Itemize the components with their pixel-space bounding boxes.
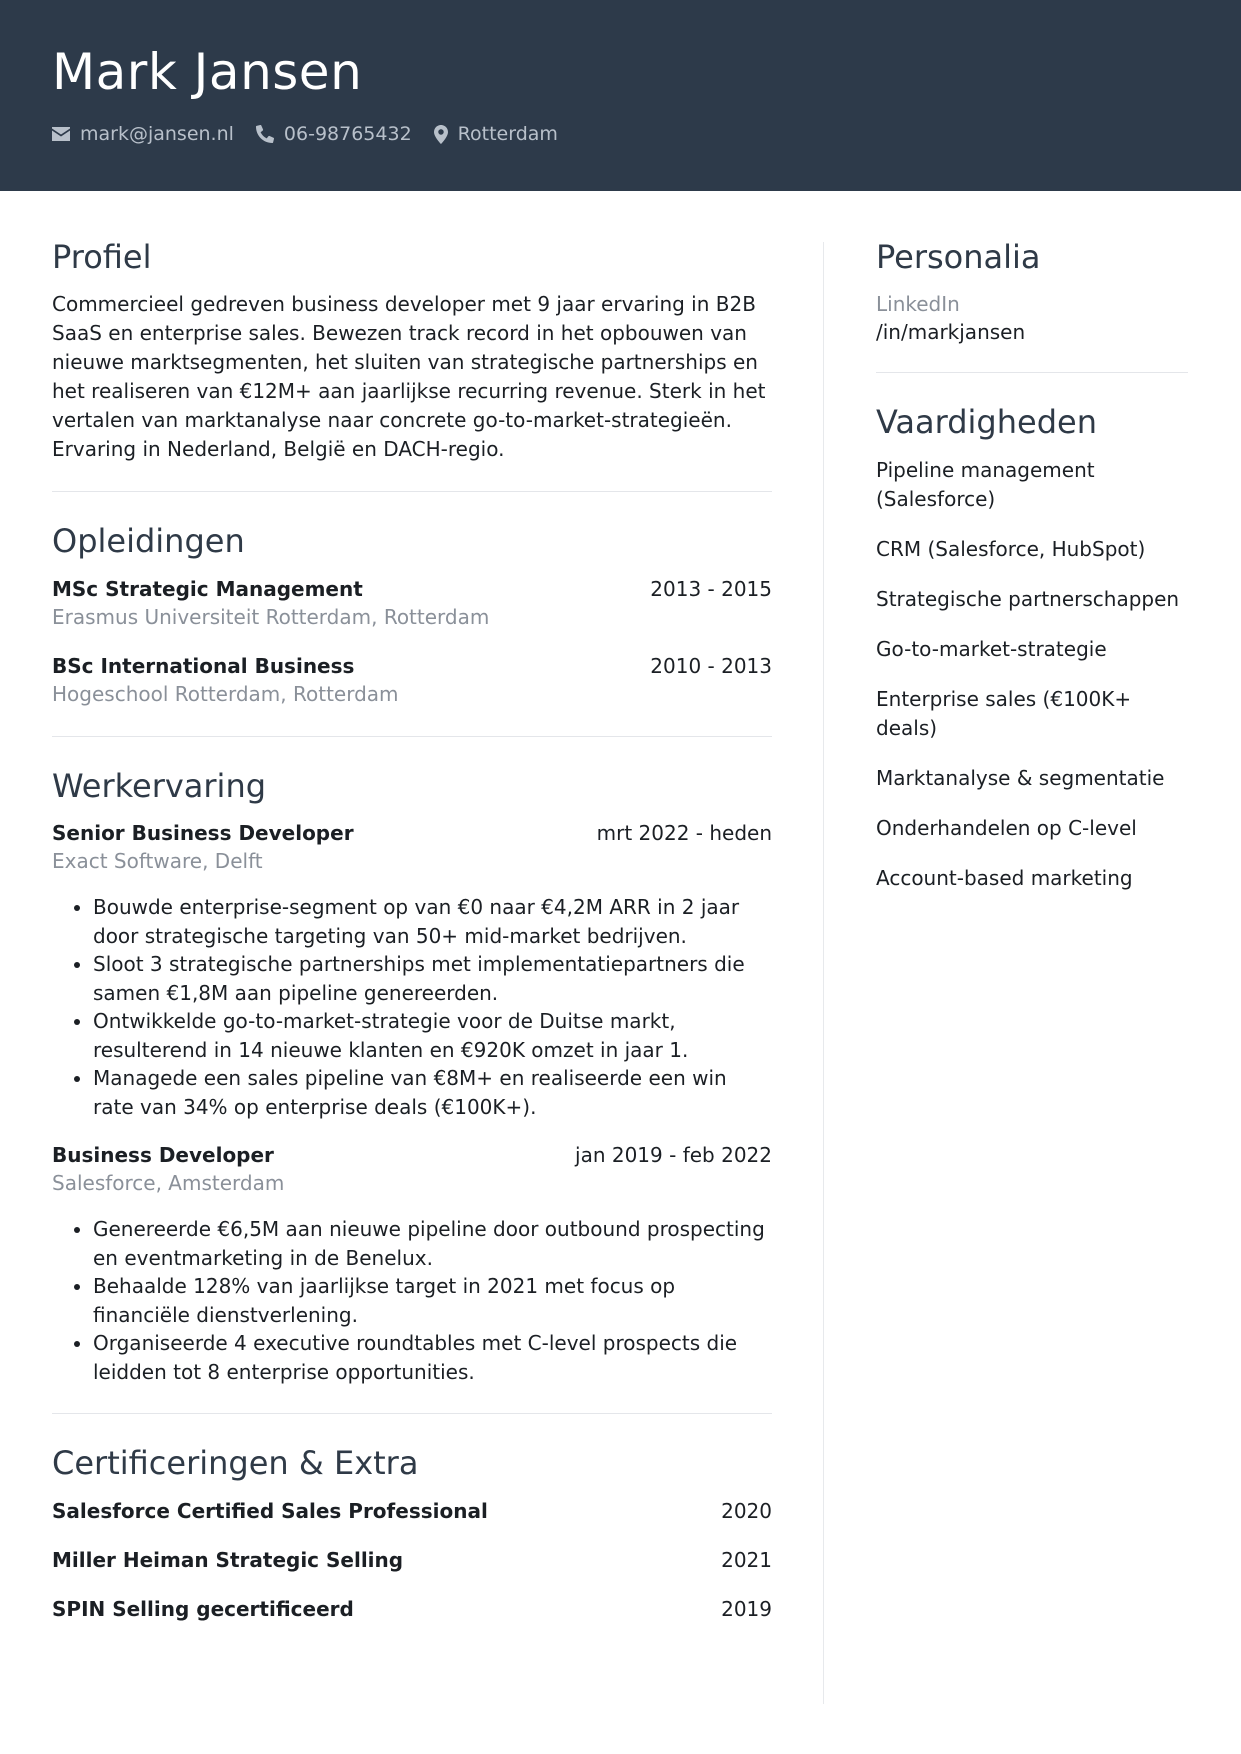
education-degree: MSc Strategic Management [52,576,363,601]
profile-section [52,238,772,464]
section-title-werkervaring: Werkervaring [52,766,267,805]
education-school: Erasmus Universiteit Rotterdam, Rotterdam [52,604,490,629]
certification-year: 2021 [721,1547,772,1572]
contact-email [52,123,234,145]
education-years: 2013 - 2015 [650,576,772,601]
job-bullet: • Behaalde 128% van jaarlijkse target in 2021 met focus op financiële dienstverlening. [93,1272,772,1329]
certification-item [52,1595,772,1623]
main-column [52,238,772,1623]
section-divider [52,1413,772,1414]
job-company: Salesforce, Amsterdam [52,1171,285,1196]
work-section [52,767,772,1386]
phone-text: 06-98765432 [283,123,412,145]
education-item [52,652,772,708]
certification-year: 2019 [721,1596,772,1621]
job-bullet: • Sloot 3 strategische partnerships met implementatiepartners die samen €1,8M aan pipeline genereerden. [93,950,772,1007]
certification-item [52,1497,772,1525]
contact-location [434,123,558,145]
job-bullet: • Organiseerde 4 executive roundtables met C-level prospects die leidden tot 8 enterprise opportunities. [93,1329,772,1386]
job-role: Senior Business Developer [52,821,354,846]
skill-item: Pipeline management (Salesforce) [876,457,1095,511]
skill-item: Go-to-market-strategie [876,636,1107,661]
certification-year: 2020 [721,1498,772,1523]
education-degree: BSc International Business [52,653,355,678]
education-years: 2010 - 2013 [650,653,772,678]
profile-text: Commercieel gedreven business developer met 9 jaar ervaring in B2B SaaS en enterprise sales. Bewezen track record in het opbouwen van nieuwe marktsegmenten, het sluiten van strategische partnerships en het realiseren van €12M+ aan jaarlijkse recurring revenue. Sterk in het vertalen van marktanalyse naar concrete go-to-market-strategieën. Ervaring in Nederland, België en DACH-regio. [52,292,766,462]
section-title-certificeringen: Certificeringen & Extra [52,1444,419,1483]
candidate-name: Mark Jansen [52,43,363,101]
job-bullets [52,1215,772,1386]
job-bullet: • Genereerde €6,5M aan nieuwe pipeline door outbound prospecting en eventmarketing in de Benelux. [93,1215,772,1272]
phone-icon [256,125,274,143]
section-title-profiel: Profiel [52,238,152,276]
education-school: Hogeschool Rotterdam, Rotterdam [52,681,399,706]
section-divider [52,736,772,737]
job-item [52,1141,772,1386]
skill-item: Strategische partnerschappen [876,586,1180,611]
job-bullet: • Managede een sales pipeline van €8M+ en realiseerde een win rate van 34% op enterprise deals (€100K+). [93,1064,772,1121]
linkedin-label: LinkedIn [876,292,960,317]
linkedin-value[interactable]: /in/markjansen [876,320,1026,345]
skill-item: Account-based marketing [876,865,1133,890]
email-text: mark@jansen.nl [80,123,234,145]
skill-item: Enterprise sales (€100K+ deals) [876,686,1132,740]
job-role: Business Developer [52,1143,274,1168]
personalia-section [876,238,1188,346]
skills-section [876,403,1188,892]
job-bullet: • Ontwikkelde go-to-market-strategie voor de Duitse markt, resulterend in 14 nieuwe klanten en €920K omzet in jaar 1. [93,1007,772,1064]
section-title-opleidingen: Opleidingen [52,522,245,561]
certification-name: Miller Heiman Strategic Selling [52,1547,404,1572]
envelope-icon [52,127,70,141]
sidebar-column [876,238,1188,914]
skill-item: Marktanalyse & segmentatie [876,765,1165,790]
column-divider [823,242,824,1704]
section-title-personalia: Personalia [876,238,1041,276]
job-bullets [52,893,772,1121]
job-item [52,819,772,1121]
contact-bar [52,123,580,145]
certifications-section [52,1444,772,1622]
section-title-vaardigheden: Vaardigheden [876,403,1097,442]
skill-item: CRM (Salesforce, HubSpot) [876,536,1146,561]
location-text: Rotterdam [457,123,558,145]
location-pin-icon [434,125,448,144]
job-period: jan 2019 - feb 2022 [575,1143,772,1168]
contact-phone [256,123,412,145]
job-bullet: • Bouwde enterprise-segment op van €0 naar €4,2M ARR in 2 jaar door strategische targeting van 50+ mid-market bedrijven. [93,893,772,950]
job-company: Exact Software, Delft [52,849,263,874]
certification-item [52,1546,772,1574]
resume-header [0,0,1241,191]
skill-item: Onderhandelen op C-level [876,815,1137,840]
job-period: mrt 2022 - heden [596,821,772,846]
certification-name: SPIN Selling gecertificeerd [52,1596,354,1621]
education-section [52,522,772,707]
section-divider [876,372,1188,373]
education-item [52,575,772,631]
section-divider [52,491,772,492]
certification-name: Salesforce Certified Sales Professional [52,1498,488,1523]
